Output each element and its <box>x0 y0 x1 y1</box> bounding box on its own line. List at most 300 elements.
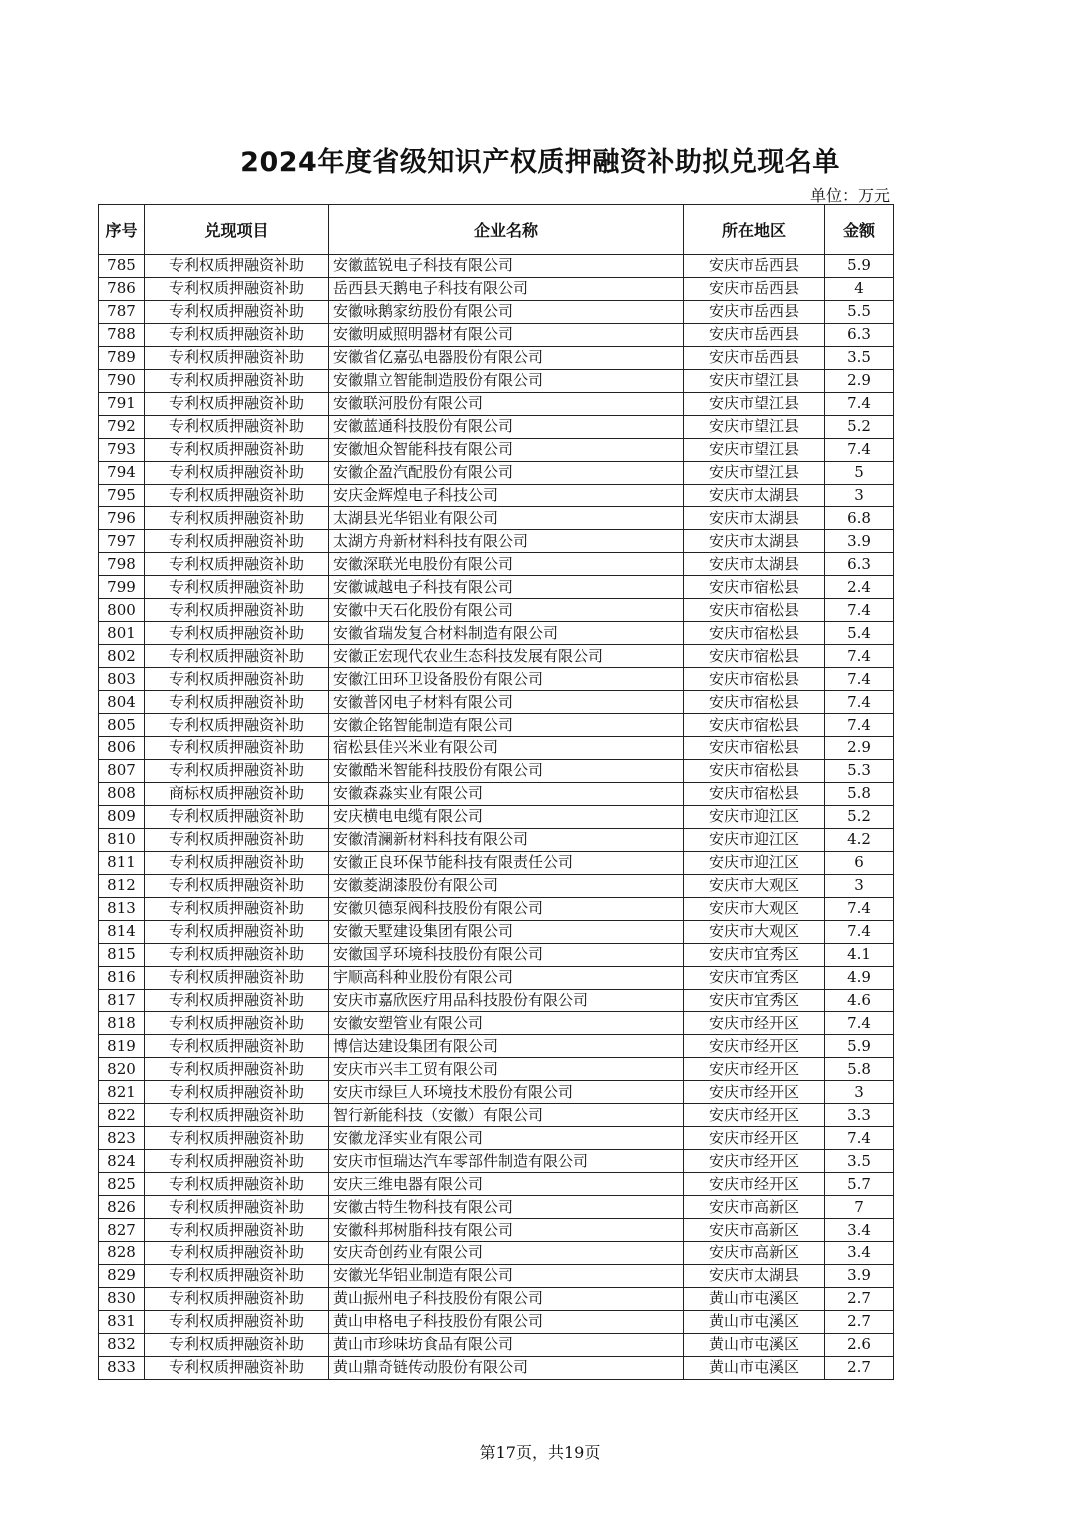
region-cell: 安庆市宿松县 <box>684 576 825 599</box>
amount-cell: 2.4 <box>825 576 894 599</box>
table-row <box>99 1333 894 1356</box>
project-cell: 专利权质押融资补助 <box>145 691 329 714</box>
region-cell: 安庆市经开区 <box>684 1012 825 1035</box>
amount-cell: 4.1 <box>825 943 894 966</box>
amount-cell: 2.9 <box>825 369 894 392</box>
project-cell: 专利权质押融资补助 <box>145 1356 329 1379</box>
company-cell: 安庆三维电器有限公司 <box>329 1173 684 1196</box>
region-cell: 安庆市高新区 <box>684 1219 825 1242</box>
serial-cell: 786 <box>99 277 145 300</box>
amount-cell: 5.8 <box>825 1058 894 1081</box>
company-cell: 宿松县佳兴米业有限公司 <box>329 737 684 760</box>
project-cell: 专利权质押融资补助 <box>145 461 329 484</box>
company-cell: 安庆金辉煌电子科技公司 <box>329 484 684 507</box>
serial-cell: 811 <box>99 851 145 874</box>
table-row <box>99 645 894 668</box>
company-cell: 安庆奇创药业有限公司 <box>329 1241 684 1264</box>
company-cell: 安徽清澜新材料科技有限公司 <box>329 828 684 851</box>
project-cell: 专利权质押融资补助 <box>145 277 329 300</box>
table-row <box>99 782 894 805</box>
table-row <box>99 1219 894 1242</box>
amount-cell: 5.7 <box>825 1173 894 1196</box>
unit-label: 单位：万元 <box>809 186 890 205</box>
table-row <box>99 1150 894 1173</box>
amount-cell: 3.3 <box>825 1104 894 1127</box>
amount-cell: 3.5 <box>825 346 894 369</box>
serial-cell: 789 <box>99 346 145 369</box>
serial-cell: 823 <box>99 1127 145 1150</box>
table-row <box>99 461 894 484</box>
serial-cell: 791 <box>99 392 145 415</box>
amount-cell: 7.4 <box>825 1012 894 1035</box>
company-cell: 安徽龙泽实业有限公司 <box>329 1127 684 1150</box>
page-title: 2024年度省级知识产权质押融资补助拟兑现名单 <box>240 147 840 178</box>
amount-cell: 5.9 <box>825 1035 894 1058</box>
company-cell: 安徽科邦树脂科技有限公司 <box>329 1219 684 1242</box>
region-cell: 黄山市屯溪区 <box>684 1333 825 1356</box>
project-cell: 专利权质押融资补助 <box>145 369 329 392</box>
project-cell: 专利权质押融资补助 <box>145 507 329 530</box>
table-row <box>99 805 894 828</box>
serial-cell: 806 <box>99 737 145 760</box>
serial-cell: 833 <box>99 1356 145 1379</box>
table-row <box>99 943 894 966</box>
header-project: 兑现项目 <box>145 205 329 255</box>
project-cell: 专利权质押融资补助 <box>145 1035 329 1058</box>
project-cell: 专利权质押融资补助 <box>145 737 329 760</box>
serial-cell: 805 <box>99 714 145 737</box>
serial-cell: 822 <box>99 1104 145 1127</box>
page-footer: 第17页，共19页 <box>479 1443 601 1462</box>
amount-cell: 3 <box>825 484 894 507</box>
serial-cell: 818 <box>99 1012 145 1035</box>
project-cell: 专利权质押融资补助 <box>145 851 329 874</box>
project-cell: 专利权质押融资补助 <box>145 805 329 828</box>
table-row <box>99 622 894 645</box>
region-cell: 黄山市屯溪区 <box>684 1287 825 1310</box>
project-cell: 专利权质押融资补助 <box>145 484 329 507</box>
company-cell: 黄山市珍味坊食品有限公司 <box>329 1333 684 1356</box>
region-cell: 安庆市岳西县 <box>684 255 825 278</box>
serial-cell: 797 <box>99 530 145 553</box>
amount-cell: 5.2 <box>825 415 894 438</box>
amount-cell: 7.4 <box>825 920 894 943</box>
serial-cell: 814 <box>99 920 145 943</box>
company-cell: 安徽菱湖漆股份有限公司 <box>329 874 684 897</box>
project-cell: 专利权质押融资补助 <box>145 346 329 369</box>
amount-cell: 7.4 <box>825 599 894 622</box>
table-row <box>99 714 894 737</box>
table-row <box>99 691 894 714</box>
company-cell: 安徽联河股份有限公司 <box>329 392 684 415</box>
serial-cell: 798 <box>99 553 145 576</box>
table-row <box>99 530 894 553</box>
project-cell: 专利权质押融资补助 <box>145 1173 329 1196</box>
region-cell: 安庆市经开区 <box>684 1035 825 1058</box>
company-cell: 宇顺高科种业股份有限公司 <box>329 966 684 989</box>
amount-cell: 3.4 <box>825 1219 894 1242</box>
region-cell: 安庆市宿松县 <box>684 759 825 782</box>
serial-cell: 824 <box>99 1150 145 1173</box>
serial-cell: 826 <box>99 1196 145 1219</box>
company-cell: 安徽明威照明器材有限公司 <box>329 323 684 346</box>
amount-cell: 2.7 <box>825 1287 894 1310</box>
amount-cell: 6.3 <box>825 553 894 576</box>
amount-cell: 5.5 <box>825 300 894 323</box>
region-cell: 安庆市宜秀区 <box>684 989 825 1012</box>
serial-cell: 800 <box>99 599 145 622</box>
region-cell: 安庆市经开区 <box>684 1104 825 1127</box>
amount-cell: 3.4 <box>825 1241 894 1264</box>
header-company: 企业名称 <box>329 205 684 255</box>
project-cell: 专利权质押融资补助 <box>145 553 329 576</box>
serial-cell: 832 <box>99 1333 145 1356</box>
project-cell: 专利权质押融资补助 <box>145 300 329 323</box>
project-cell: 专利权质押融资补助 <box>145 897 329 920</box>
table-row <box>99 1081 894 1104</box>
serial-cell: 829 <box>99 1264 145 1287</box>
region-cell: 安庆市岳西县 <box>684 346 825 369</box>
region-cell: 安庆市迎江区 <box>684 805 825 828</box>
table-row <box>99 300 894 323</box>
project-cell: 专利权质押融资补助 <box>145 415 329 438</box>
serial-cell: 804 <box>99 691 145 714</box>
serial-cell: 813 <box>99 897 145 920</box>
company-cell: 安徽旭众智能科技有限公司 <box>329 438 684 461</box>
table-row <box>99 874 894 897</box>
serial-cell: 801 <box>99 622 145 645</box>
company-cell: 安徽光华铝业制造有限公司 <box>329 1264 684 1287</box>
table-row <box>99 737 894 760</box>
amount-cell: 6 <box>825 851 894 874</box>
serial-cell: 799 <box>99 576 145 599</box>
project-cell: 专利权质押融资补助 <box>145 1150 329 1173</box>
header-serial: 序号 <box>99 205 145 255</box>
serial-cell: 788 <box>99 323 145 346</box>
region-cell: 安庆市经开区 <box>684 1127 825 1150</box>
company-cell: 安庆市恒瑞达汽车零部件制造有限公司 <box>329 1150 684 1173</box>
serial-cell: 808 <box>99 782 145 805</box>
company-cell: 黄山申格电子科技股份有限公司 <box>329 1310 684 1333</box>
table-row <box>99 759 894 782</box>
table-row <box>99 851 894 874</box>
amount-cell: 2.6 <box>825 1333 894 1356</box>
table-row <box>99 323 894 346</box>
serial-cell: 825 <box>99 1173 145 1196</box>
region-cell: 安庆市迎江区 <box>684 851 825 874</box>
serial-cell: 830 <box>99 1287 145 1310</box>
table-row <box>99 989 894 1012</box>
project-cell: 专利权质押融资补助 <box>145 1127 329 1150</box>
serial-cell: 828 <box>99 1241 145 1264</box>
table-row <box>99 966 894 989</box>
table-body <box>99 255 894 1380</box>
region-cell: 安庆市望江县 <box>684 415 825 438</box>
company-cell: 岳西县天鹅电子科技有限公司 <box>329 277 684 300</box>
region-cell: 安庆市宿松县 <box>684 782 825 805</box>
amount-cell: 4 <box>825 277 894 300</box>
project-cell: 专利权质押融资补助 <box>145 989 329 1012</box>
amount-cell: 7.4 <box>825 691 894 714</box>
project-cell: 专利权质押融资补助 <box>145 255 329 278</box>
serial-cell: 793 <box>99 438 145 461</box>
amount-cell: 5.8 <box>825 782 894 805</box>
table-row <box>99 828 894 851</box>
company-cell: 博信达建设集团有限公司 <box>329 1035 684 1058</box>
project-cell: 商标权质押融资补助 <box>145 782 329 805</box>
amount-cell: 2.7 <box>825 1356 894 1379</box>
company-cell: 安徽企盈汽配股份有限公司 <box>329 461 684 484</box>
project-cell: 专利权质押融资补助 <box>145 1081 329 1104</box>
region-cell: 安庆市迎江区 <box>684 828 825 851</box>
region-cell: 安庆市望江县 <box>684 461 825 484</box>
amount-cell: 5.9 <box>825 255 894 278</box>
project-cell: 专利权质押融资补助 <box>145 920 329 943</box>
table-row <box>99 1035 894 1058</box>
serial-cell: 802 <box>99 645 145 668</box>
company-cell: 安徽贝德泵阀科技股份有限公司 <box>329 897 684 920</box>
serial-cell: 807 <box>99 759 145 782</box>
table-row <box>99 1127 894 1150</box>
region-cell: 安庆市高新区 <box>684 1196 825 1219</box>
region-cell: 安庆市太湖县 <box>684 1264 825 1287</box>
table-row <box>99 576 894 599</box>
region-cell: 安庆市宿松县 <box>684 622 825 645</box>
table-row <box>99 392 894 415</box>
region-cell: 安庆市太湖县 <box>684 553 825 576</box>
amount-cell: 2.9 <box>825 737 894 760</box>
amount-cell: 7 <box>825 1196 894 1219</box>
table-row <box>99 1264 894 1287</box>
region-cell: 安庆市经开区 <box>684 1173 825 1196</box>
company-cell: 黄山振州电子科技股份有限公司 <box>329 1287 684 1310</box>
region-cell: 安庆市望江县 <box>684 438 825 461</box>
region-cell: 安庆市宜秀区 <box>684 966 825 989</box>
amount-cell: 7.4 <box>825 897 894 920</box>
company-cell: 安徽中天石化股份有限公司 <box>329 599 684 622</box>
company-cell: 安庆市兴丰工贸有限公司 <box>329 1058 684 1081</box>
project-cell: 专利权质押融资补助 <box>145 874 329 897</box>
company-cell: 安徽森淼实业有限公司 <box>329 782 684 805</box>
region-cell: 安庆市宿松县 <box>684 691 825 714</box>
amount-cell: 7.4 <box>825 645 894 668</box>
table-row <box>99 1058 894 1081</box>
company-cell: 安徽天墅建设集团有限公司 <box>329 920 684 943</box>
region-cell: 安庆市望江县 <box>684 369 825 392</box>
project-cell: 专利权质押融资补助 <box>145 828 329 851</box>
project-cell: 专利权质押融资补助 <box>145 714 329 737</box>
amount-cell: 5.2 <box>825 805 894 828</box>
amount-cell: 3.9 <box>825 1264 894 1287</box>
company-cell: 安徽酷米智能科技股份有限公司 <box>329 759 684 782</box>
table-row <box>99 277 894 300</box>
table-row <box>99 897 894 920</box>
project-cell: 专利权质押融资补助 <box>145 1310 329 1333</box>
serial-cell: 812 <box>99 874 145 897</box>
company-cell: 安徽古特生物科技有限公司 <box>329 1196 684 1219</box>
region-cell: 安庆市经开区 <box>684 1150 825 1173</box>
header-region: 所在地区 <box>684 205 825 255</box>
table-row <box>99 415 894 438</box>
serial-cell: 810 <box>99 828 145 851</box>
project-cell: 专利权质押融资补助 <box>145 1104 329 1127</box>
company-cell: 黄山鼎奇链传动股份有限公司 <box>329 1356 684 1379</box>
company-cell: 安徽正宏现代农业生态科技发展有限公司 <box>329 645 684 668</box>
project-cell: 专利权质押融资补助 <box>145 1287 329 1310</box>
region-cell: 黄山市屯溪区 <box>684 1356 825 1379</box>
serial-cell: 816 <box>99 966 145 989</box>
serial-cell: 795 <box>99 484 145 507</box>
serial-cell: 817 <box>99 989 145 1012</box>
amount-cell: 3.5 <box>825 1150 894 1173</box>
serial-cell: 787 <box>99 300 145 323</box>
region-cell: 安庆市经开区 <box>684 1058 825 1081</box>
table-row <box>99 1287 894 1310</box>
company-cell: 安徽安塑管业有限公司 <box>329 1012 684 1035</box>
serial-cell: 831 <box>99 1310 145 1333</box>
serial-cell: 792 <box>99 415 145 438</box>
company-cell: 智行新能科技（安徽）有限公司 <box>329 1104 684 1127</box>
table-row <box>99 1356 894 1379</box>
table-row <box>99 553 894 576</box>
table-row <box>99 920 894 943</box>
amount-cell: 4.2 <box>825 828 894 851</box>
table-row <box>99 1104 894 1127</box>
table-row <box>99 484 894 507</box>
table-header-row <box>99 205 894 255</box>
region-cell: 安庆市太湖县 <box>684 530 825 553</box>
serial-cell: 819 <box>99 1035 145 1058</box>
region-cell: 安庆市大观区 <box>684 897 825 920</box>
region-cell: 安庆市宜秀区 <box>684 943 825 966</box>
table-row <box>99 1012 894 1035</box>
project-cell: 专利权质押融资补助 <box>145 392 329 415</box>
company-cell: 安徽江田环卫设备股份有限公司 <box>329 668 684 691</box>
project-cell: 专利权质押融资补助 <box>145 530 329 553</box>
amount-cell: 6.3 <box>825 323 894 346</box>
company-cell: 安徽正良环保节能科技有限责任公司 <box>329 851 684 874</box>
region-cell: 安庆市太湖县 <box>684 507 825 530</box>
serial-cell: 785 <box>99 255 145 278</box>
amount-cell: 5.3 <box>825 759 894 782</box>
table-row <box>99 507 894 530</box>
company-cell: 安徽企铭智能制造有限公司 <box>329 714 684 737</box>
project-cell: 专利权质押融资补助 <box>145 576 329 599</box>
region-cell: 安庆市宿松县 <box>684 737 825 760</box>
region-cell: 安庆市宿松县 <box>684 599 825 622</box>
region-cell: 安庆市高新区 <box>684 1241 825 1264</box>
amount-cell: 7.4 <box>825 714 894 737</box>
region-cell: 安庆市岳西县 <box>684 323 825 346</box>
region-cell: 安庆市大观区 <box>684 874 825 897</box>
amount-cell: 7.4 <box>825 668 894 691</box>
project-cell: 专利权质押融资补助 <box>145 943 329 966</box>
project-cell: 专利权质押融资补助 <box>145 1264 329 1287</box>
serial-cell: 803 <box>99 668 145 691</box>
table-row <box>99 255 894 278</box>
company-cell: 安徽蓝锐电子科技有限公司 <box>329 255 684 278</box>
table-row <box>99 346 894 369</box>
region-cell: 安庆市宿松县 <box>684 714 825 737</box>
company-cell: 太湖方舟新材料科技有限公司 <box>329 530 684 553</box>
table-row <box>99 438 894 461</box>
project-cell: 专利权质押融资补助 <box>145 759 329 782</box>
table-row <box>99 1241 894 1264</box>
company-cell: 安庆市嘉欣医疗用品科技股份有限公司 <box>329 989 684 1012</box>
table-row <box>99 668 894 691</box>
amount-cell: 4.6 <box>825 989 894 1012</box>
serial-cell: 821 <box>99 1081 145 1104</box>
project-cell: 专利权质押融资补助 <box>145 1058 329 1081</box>
region-cell: 黄山市屯溪区 <box>684 1310 825 1333</box>
table-row <box>99 1196 894 1219</box>
project-cell: 专利权质押融资补助 <box>145 323 329 346</box>
project-cell: 专利权质押融资补助 <box>145 1241 329 1264</box>
table-row <box>99 1310 894 1333</box>
table-row <box>99 369 894 392</box>
company-cell: 安庆市绿巨人环境技术股份有限公司 <box>329 1081 684 1104</box>
amount-cell: 4.9 <box>825 966 894 989</box>
company-cell: 安徽深联光电股份有限公司 <box>329 553 684 576</box>
amount-cell: 3 <box>825 1081 894 1104</box>
serial-cell: 809 <box>99 805 145 828</box>
amount-cell: 7.4 <box>825 392 894 415</box>
amount-cell: 5.4 <box>825 622 894 645</box>
region-cell: 安庆市宿松县 <box>684 668 825 691</box>
company-cell: 太湖县光华铝业有限公司 <box>329 507 684 530</box>
region-cell: 安庆市岳西县 <box>684 277 825 300</box>
amount-cell: 6.8 <box>825 507 894 530</box>
region-cell: 安庆市宿松县 <box>684 645 825 668</box>
table-row <box>99 599 894 622</box>
table-row <box>99 1173 894 1196</box>
subsidy-table <box>98 204 894 1380</box>
project-cell: 专利权质押融资补助 <box>145 1196 329 1219</box>
region-cell: 安庆市岳西县 <box>684 300 825 323</box>
header-amount: 金额 <box>825 205 894 255</box>
serial-cell: 796 <box>99 507 145 530</box>
company-cell: 安庆横电电缆有限公司 <box>329 805 684 828</box>
amount-cell: 2.7 <box>825 1310 894 1333</box>
company-cell: 安徽蓝通科技股份有限公司 <box>329 415 684 438</box>
serial-cell: 820 <box>99 1058 145 1081</box>
project-cell: 专利权质押融资补助 <box>145 645 329 668</box>
region-cell: 安庆市经开区 <box>684 1081 825 1104</box>
project-cell: 专利权质押融资补助 <box>145 599 329 622</box>
serial-cell: 815 <box>99 943 145 966</box>
amount-cell: 3.9 <box>825 530 894 553</box>
serial-cell: 790 <box>99 369 145 392</box>
project-cell: 专利权质押融资补助 <box>145 622 329 645</box>
project-cell: 专利权质押融资补助 <box>145 438 329 461</box>
project-cell: 专利权质押融资补助 <box>145 668 329 691</box>
company-cell: 安徽省亿嘉弘电器股份有限公司 <box>329 346 684 369</box>
company-cell: 安徽鼎立智能制造股份有限公司 <box>329 369 684 392</box>
region-cell: 安庆市大观区 <box>684 920 825 943</box>
company-cell: 安徽诚越电子科技有限公司 <box>329 576 684 599</box>
amount-cell: 7.4 <box>825 438 894 461</box>
amount-cell: 7.4 <box>825 1127 894 1150</box>
project-cell: 专利权质押融资补助 <box>145 1333 329 1356</box>
serial-cell: 794 <box>99 461 145 484</box>
company-cell: 安徽省瑞发复合材料制造有限公司 <box>329 622 684 645</box>
company-cell: 安徽国孚环境科技股份有限公司 <box>329 943 684 966</box>
amount-cell: 5 <box>825 461 894 484</box>
serial-cell: 827 <box>99 1219 145 1242</box>
company-cell: 安徽普冈电子材料有限公司 <box>329 691 684 714</box>
amount-cell: 3 <box>825 874 894 897</box>
project-cell: 专利权质押融资补助 <box>145 966 329 989</box>
